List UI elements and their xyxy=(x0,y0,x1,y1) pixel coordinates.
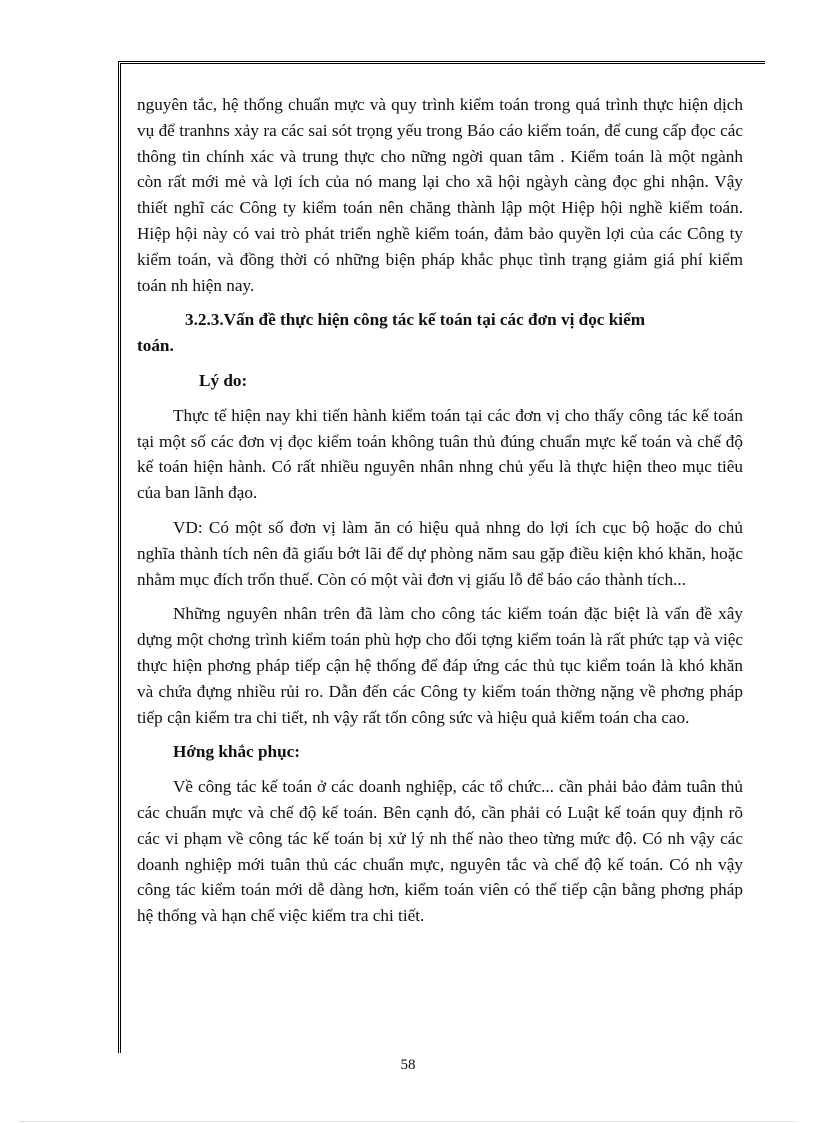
section-heading-line1: 3.2.3.Vấn đề thực hiện công tác kế toán tại các đơn vị đọc kiểm xyxy=(185,310,646,330)
page-number: 58 xyxy=(400,1057,416,1073)
paragraph-5: Về công tác kế toán ở các doanh nghiệp, các tổ chức... cần phải bảo đảm tuân thủ các chuẩn mực và chế độ kế toán. Bên cạnh đó, cần phải có Luật kế toán quy định rõ các vi phạm về công tác kế toán bị xử lý nh thế nào theo từng mức độ. Có nh vậy các doanh nghiệp mới tuân thủ các chuẩn mực, nguyên tắc và chế độ kế toán. Có nh vậy công tác kiểm toán mới dễ dàng hơn, kiểm toán viên có thể tiếp cận bằng phơng pháp hệ thống và hạn chế việc kiểm tra chi tiết. xyxy=(137,777,743,926)
section-heading xyxy=(137,307,743,359)
subheading-reason: Lý do: xyxy=(199,370,248,390)
paragraph-4: Những nguyên nhân trên đã làm cho công tác kiểm toán đặc biệt là vấn đề xây dựng một chơng trình kiểm toán phù hợp cho đối tợng kiểm toán là rất phức tạp và việc thực hiện phơng pháp tiếp cận hệ thống để đáp ứng các thủ tục kiểm toán là khó khăn và chứa đựng nhiều rủi ro. Dẫn đến các Công ty kiểm toán thờng nặng về phơng pháp tiếp cận kiểm tra chi tiết, nh vậy rất tốn công sức và hiệu quả kiểm toán cha cao. xyxy=(137,604,743,727)
bottom-divider xyxy=(20,1121,796,1122)
paragraph-2: Thực tế hiện nay khi tiến hành kiểm toán tại các đơn vị cho thấy công tác kế toán tại một số các đơn vị đọc kiểm toán không tuân thủ đúng chuẩn mực kế toán và chế độ kế toán hiện hành. Có rất nhiều nguyên nhân nhng chủ yếu là thực hiện theo mục tiêu của ban lãnh đạo. xyxy=(137,405,743,503)
paragraph-3: VD: Có một số đơn vị làm ăn có hiệu quả nhng do lợi ích cục bộ hoặc do chủ nghĩa thành tích nên đã giấu bớt lãi để dự phòng năm sau gặp điều kiện khó khăn, hoặc nhằm mục đích trốn thuế. Còn có một vài đơn vị giấu lỗ để báo cáo thành tích... xyxy=(137,517,743,589)
section-heading-line2: toán. xyxy=(137,336,174,356)
subheading-direction: Hớng khắc phục: xyxy=(173,742,301,762)
paragraph-1: nguyên tắc, hệ thống chuẩn mực và quy trình kiểm toán trong quá trình thực hiện dịch vụ để tranhns xảy ra các sai sót trọng yếu trong Báo cáo kiểm toán, để cung cấp đọc các thông tin chính xác và trung thực cho nững ngời quan tâm . Kiểm toán là một ngành còn rất mới mẻ và lợi ích của nó mang lại cho xã hội ngàyh càng đọc ghi nhận. Vậy thiết nghĩ các Công ty kiểm toán nên chăng thành lập một Hiệp hội nghề kiểm toán. Hiệp hội này có vai trò phát triển nghề kiểm toán, đảm bảo quyền lợi của các Công ty kiểm toán, và đồng thời có những biện pháp khắc phục tình trạng giảm giá phí kiểm toán nh hiện nay. xyxy=(137,95,743,295)
body-text xyxy=(137,92,743,929)
